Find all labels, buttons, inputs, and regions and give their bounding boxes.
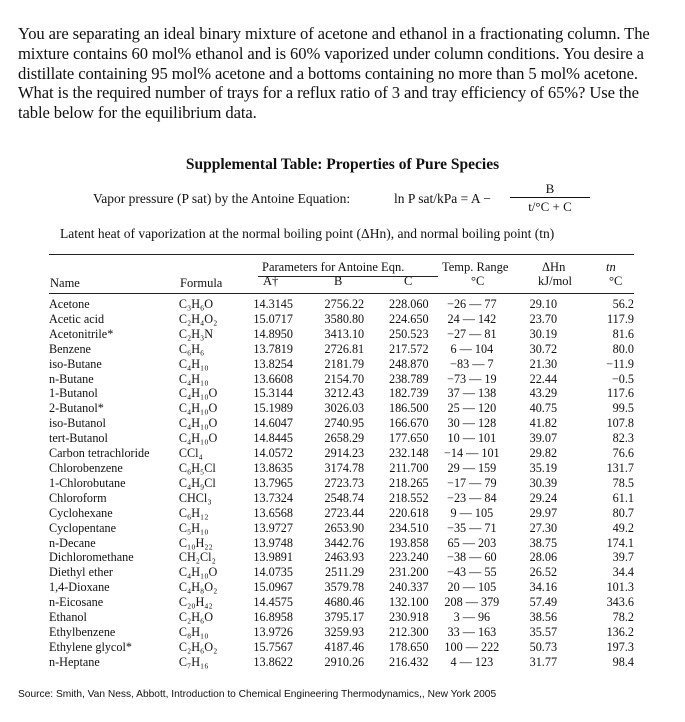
table-row (49, 386, 634, 401)
antoine-b: 2910.26 (324, 654, 365, 669)
fraction-denominator: t/°C + C (528, 199, 572, 214)
latent-heat: 28.06 (529, 550, 558, 565)
temp-range: 24 — 142 (447, 311, 497, 326)
latent-heat: 29.82 (529, 446, 558, 461)
latent-heat: 30.19 (529, 326, 558, 341)
temp-range: 4 — 123 (450, 654, 494, 669)
species-formula: CH₂Cl₂ (178, 550, 216, 565)
species-name: tert-Butanol (49, 431, 108, 446)
latent-heat: 34.16 (529, 580, 558, 595)
temp-range: 25 — 120 (447, 401, 497, 416)
species-name: Acetone (49, 297, 90, 311)
latent-heat: 29.97 (529, 505, 558, 520)
boiling-point: 107.8 (606, 416, 634, 431)
boiling-point: 80.0 (612, 341, 634, 356)
boiling-point: 34.4 (612, 565, 634, 580)
a-header: A† (263, 274, 279, 288)
vapor-pressure-label: Vapor pressure (P sat) by the Antoine Equation: (93, 191, 351, 206)
antoine-fraction (510, 181, 590, 215)
latent-heat: 26.52 (529, 565, 558, 580)
boiling-point: 81.6 (612, 326, 634, 341)
temp-range: 9 — 105 (450, 505, 494, 520)
species-formula: C₄H₁₀O (178, 431, 218, 446)
antoine-b: 2740.95 (324, 416, 365, 431)
antoine-c: 230.918 (388, 610, 429, 625)
species-formula: C₂H₃N (178, 326, 214, 341)
species-formula: C₂H₄O₂ (178, 311, 218, 326)
antoine-b: 3579.78 (324, 580, 365, 595)
antoine-b: 3259.93 (324, 624, 365, 639)
temp-range: 10 — 101 (447, 431, 497, 446)
antoine-b: 4680.46 (324, 595, 365, 610)
antoine-c: 224.650 (388, 311, 429, 326)
tn-unit-header: °C (609, 274, 623, 288)
table-row (49, 580, 634, 595)
boiling-point: 56.2 (612, 297, 634, 311)
table-row (49, 357, 634, 372)
latent-heat-label: Latent heat of vaporization at the normal boiling point (ΔHn), and normal boiling point (tn) (60, 226, 555, 241)
table-row (49, 536, 634, 551)
species-name: n-Butane (49, 371, 94, 386)
antoine-c: 193.858 (388, 535, 429, 550)
boiling-point: −0.5 (611, 371, 634, 386)
antoine-b: 3795.17 (324, 610, 365, 625)
table-row (49, 610, 634, 625)
boiling-point: 80.7 (612, 505, 634, 520)
antoine-a: 15.0967 (253, 580, 293, 595)
name-header: Name (50, 276, 80, 290)
antoine-a: 16.8958 (253, 610, 293, 625)
antoine-a: 14.3145 (253, 297, 293, 311)
boiling-point: 61.1 (612, 490, 634, 505)
temp-range: −38 — 60 (447, 550, 497, 565)
temp-range: −14 — 101 (444, 446, 500, 461)
antoine-a: 13.9727 (253, 520, 293, 535)
species-name: n-Decane (49, 535, 96, 550)
latent-heat: 50.73 (529, 639, 558, 654)
temp-group-header: Temp. Range (442, 260, 509, 274)
antoine-b: 2914.23 (324, 446, 365, 461)
boiling-point: 136.2 (606, 624, 634, 639)
latent-heat: 35.19 (529, 460, 558, 475)
temp-range: 100 — 222 (444, 639, 500, 654)
antoine-b: 2463.93 (324, 550, 365, 565)
temp-range: −17 — 79 (447, 475, 497, 490)
species-formula: C₄H₁₀O (178, 386, 218, 401)
fraction-numerator: B (510, 181, 590, 198)
antoine-a: 13.9726 (253, 624, 293, 639)
boiling-point: 82.3 (612, 431, 634, 446)
antoine-group-header: Parameters for Antoine Eqn. (262, 260, 405, 274)
boiling-point: 101.3 (606, 580, 634, 595)
antoine-b: 3026.03 (324, 401, 365, 416)
latent-heat: 23.70 (529, 311, 558, 326)
latent-heat: 22.44 (529, 371, 558, 386)
source-citation: Source: Smith, Van Ness, Abbott, Introduction to Chemical Engineering Thermodynamics,, New York 2005 (18, 689, 497, 700)
antoine-b: 3212.43 (324, 386, 365, 401)
antoine-c: 218.552 (388, 490, 429, 505)
antoine-b: 3442.76 (324, 535, 365, 550)
antoine-b: 2181.79 (324, 356, 365, 371)
temp-range: 65 — 203 (447, 535, 497, 550)
antoine-a: 13.7819 (253, 341, 293, 356)
table-row (49, 565, 634, 580)
antoine-c: 217.572 (388, 341, 429, 356)
temp-range: 3 — 96 (453, 610, 491, 625)
species-formula: C₂H₆O₂ (178, 639, 218, 654)
temp-range: −73 — 19 (447, 371, 497, 386)
antoine-c: 240.337 (388, 580, 429, 595)
table-row (49, 327, 634, 342)
species-formula: C₂H₆O (178, 610, 214, 625)
boiling-point: 39.7 (612, 550, 634, 565)
species-name: Chlorobenzene (49, 460, 123, 475)
table-row (49, 297, 634, 312)
antoine-a: 14.8950 (253, 326, 293, 341)
antoine-a: 14.6047 (253, 416, 293, 431)
table-row (49, 625, 634, 640)
latent-heat: 29.10 (529, 297, 558, 311)
antoine-a: 13.8254 (253, 356, 293, 371)
species-name: n-Eicosane (49, 595, 104, 610)
table-row (49, 372, 634, 387)
species-name: Carbon tetrachloride (49, 446, 150, 461)
boiling-point: 174.1 (606, 535, 634, 550)
latent-heat: 35.57 (529, 624, 558, 639)
table-row (49, 476, 634, 491)
table-row (49, 312, 634, 327)
antoine-b: 2723.73 (324, 475, 365, 490)
antoine-a: 15.0717 (253, 311, 293, 326)
latent-heat: 27.30 (529, 520, 558, 535)
species-formula: CHCl₃ (178, 490, 212, 505)
antoine-c: 231.200 (388, 565, 429, 580)
dh-header: ΔHn (542, 260, 566, 274)
species-formula: CCl₄ (178, 446, 203, 461)
table-row (49, 491, 634, 506)
species-name: Dichloromethane (49, 550, 134, 565)
species-name: Chloroform (49, 490, 107, 505)
temp-range: −23 — 84 (447, 490, 497, 505)
species-formula: C₆H₅Cl (178, 460, 216, 475)
antoine-c: 177.650 (388, 431, 429, 446)
species-formula: C₆H₁₂ (178, 505, 209, 520)
antoine-equation: ln P sat/kPa = A − (394, 191, 491, 206)
latent-heat: 31.77 (529, 654, 558, 669)
temp-range: 29 — 159 (447, 460, 497, 475)
antoine-a: 13.7324 (253, 490, 293, 505)
boiling-point: 98.4 (612, 654, 634, 669)
antoine-a: 15.3144 (253, 386, 293, 401)
antoine-b: 2653.90 (324, 520, 365, 535)
temp-range: 37 — 138 (447, 386, 497, 401)
species-formula: C₂₀H₄₂ (178, 595, 213, 610)
species-name: Ethylene glycol* (49, 639, 132, 654)
latent-heat: 38.75 (529, 535, 558, 550)
b-header: B (334, 274, 343, 288)
antoine-c: 211.700 (389, 460, 429, 475)
species-name: 1,4-Dioxane (49, 580, 110, 595)
boiling-point: 117.9 (607, 311, 634, 326)
antoine-c: 250.523 (388, 326, 429, 341)
species-name: Cyclohexane (49, 505, 113, 520)
species-formula: C₄H₁₀ (178, 356, 209, 371)
boiling-point: 343.6 (606, 595, 634, 610)
formula-header: Formula (180, 276, 223, 290)
latent-heat: 40.75 (529, 401, 558, 416)
species-formula: C₄H₁₀ (178, 371, 209, 386)
table-row (49, 521, 634, 536)
species-formula: C₄H₈O₂ (178, 580, 218, 595)
latent-heat: 39.07 (529, 431, 558, 446)
species-name: n-Heptane (49, 654, 100, 669)
species-name: Ethylbenzene (49, 624, 116, 639)
table-row (49, 506, 634, 521)
boiling-point: 76.6 (612, 446, 634, 461)
species-formula: C₁₀H₂₂ (178, 535, 213, 550)
boiling-point: 49.2 (612, 520, 634, 535)
antoine-c: 212.300 (388, 624, 429, 639)
latent-heat: 30.72 (529, 341, 558, 356)
antoine-c: 132.100 (388, 595, 429, 610)
species-name: Acetic acid (49, 311, 105, 326)
antoine-b: 2756.22 (324, 297, 365, 311)
table-row (49, 595, 634, 610)
species-name: Benzene (49, 341, 91, 356)
temp-range: −26 — 77 (447, 297, 497, 311)
antoine-b: 3174.78 (324, 460, 365, 475)
antoine-a: 14.0572 (253, 446, 293, 461)
antoine-a: 14.8445 (253, 431, 293, 446)
species-name: 1-Butanol (49, 386, 98, 401)
antoine-c: 223.240 (388, 550, 429, 565)
antoine-a: 15.7567 (253, 639, 293, 654)
antoine-a: 13.8622 (253, 654, 293, 669)
antoine-c: 178.650 (388, 639, 429, 654)
antoine-b: 2723.44 (324, 505, 365, 520)
species-name: Ethanol (49, 610, 87, 625)
properties-table (49, 297, 634, 670)
antoine-a: 13.8635 (253, 460, 293, 475)
species-name: 2-Butanol* (49, 401, 104, 416)
antoine-b: 2658.29 (324, 431, 365, 446)
species-formula: C₄H₁₀O (178, 565, 218, 580)
temp-range: 33 — 163 (447, 624, 497, 639)
table-row (49, 550, 634, 565)
tn-header: tn (606, 260, 616, 274)
antoine-b: 2511.29 (324, 565, 365, 580)
dh-unit-header: kJ/mol (538, 274, 573, 288)
species-formula: C₅H₁₀ (178, 520, 209, 535)
antoine-c: 182.739 (388, 386, 429, 401)
latent-heat: 43.29 (529, 386, 558, 401)
temp-range: 30 — 128 (447, 416, 497, 431)
boiling-point: 99.5 (612, 401, 634, 416)
antoine-a: 14.0735 (253, 565, 293, 580)
temp-range: 20 — 105 (447, 580, 497, 595)
antoine-c: 216.432 (388, 654, 429, 669)
antoine-b: 2154.70 (324, 371, 365, 386)
antoine-a: 13.9748 (253, 535, 293, 550)
antoine-c: 220.618 (388, 505, 429, 520)
temp-range: −43 — 55 (447, 565, 497, 580)
table-row (49, 446, 634, 461)
species-formula: C₃H₆O (178, 297, 214, 311)
table-row (49, 342, 634, 357)
species-name: iso-Butane (49, 356, 102, 371)
latent-heat: 41.82 (529, 416, 558, 431)
antoine-a: 13.7965 (253, 475, 293, 490)
table-row (49, 416, 634, 431)
boiling-point: 78.2 (612, 610, 634, 625)
table-row (49, 640, 634, 655)
antoine-c: 234.510 (388, 520, 429, 535)
species-name: Diethyl ether (49, 565, 113, 580)
table-row (49, 655, 634, 670)
latent-heat: 30.39 (529, 475, 558, 490)
species-name: 1-Chlorobutane (49, 475, 126, 490)
latent-heat: 29.24 (529, 490, 558, 505)
antoine-b: 2548.74 (324, 490, 365, 505)
antoine-c: 232.148 (388, 446, 429, 461)
boiling-point: −11.9 (606, 356, 634, 371)
antoine-a: 13.9891 (253, 550, 293, 565)
temp-unit-header: °C (471, 274, 485, 288)
species-name: iso-Butanol (49, 416, 106, 431)
species-formula: C₄H₉Cl (178, 475, 216, 490)
species-formula: C₄H₁₀O (178, 401, 218, 416)
boiling-point: 197.3 (606, 639, 634, 654)
temp-range: 208 — 379 (444, 595, 500, 610)
temp-range: −27 — 81 (447, 326, 497, 341)
boiling-point: 131.7 (606, 460, 634, 475)
antoine-a: 14.4575 (253, 595, 293, 610)
species-formula: C₆H₆ (178, 341, 205, 356)
latent-heat: 38.56 (529, 610, 558, 625)
antoine-a: 13.6568 (253, 505, 293, 520)
question-text: You are separating an ideal binary mixture of acetone and ethanol in a fractionating column. The mixture contains 60 mol% ethanol and is 60% vaporized under column conditions. You desire a distillate containing 95 mol% acetone and a bottoms containing no more than 5 mol% acetone. What is the required number of trays for a reflux ratio of 3 and tray efficiency of 65%? Use the table below for the equilibrium data. (18, 24, 650, 123)
temp-range: −35 — 71 (447, 520, 497, 535)
antoine-c: 238.789 (388, 371, 429, 386)
species-name: Acetonitrile* (49, 326, 114, 341)
antoine-c: 248.870 (388, 356, 429, 371)
antoine-a: 13.6608 (253, 371, 293, 386)
species-formula: C₄H₁₀O (178, 416, 218, 431)
antoine-b: 3580.80 (324, 311, 365, 326)
boiling-point: 78.5 (612, 475, 634, 490)
antoine-c: 218.265 (388, 475, 429, 490)
c-header: C (404, 274, 413, 288)
table-row (49, 461, 634, 476)
temp-range: 6 — 104 (450, 341, 494, 356)
antoine-c: 186.500 (388, 401, 429, 416)
species-formula: C₈H₁₀ (178, 624, 209, 639)
header-bottom-rule (49, 293, 634, 294)
antoine-c: 228.060 (388, 297, 429, 311)
table-row (49, 431, 634, 446)
species-name: Cyclopentane (49, 520, 117, 535)
antoine-b: 3413.10 (324, 326, 365, 341)
latent-heat: 21.30 (529, 356, 558, 371)
latent-heat: 57.49 (529, 595, 558, 610)
antoine-a: 15.1989 (253, 401, 293, 416)
antoine-b: 4187.46 (324, 639, 365, 654)
table-row (49, 401, 634, 416)
antoine-c: 166.670 (388, 416, 429, 431)
temp-range: −83 — 7 (450, 356, 494, 371)
boiling-point: 117.6 (607, 386, 634, 401)
table-top-rule (49, 254, 634, 255)
antoine-b: 2726.81 (324, 341, 365, 356)
table-title: Supplemental Table: Properties of Pure Species (185, 156, 500, 173)
species-formula: C₇H₁₆ (178, 654, 209, 669)
